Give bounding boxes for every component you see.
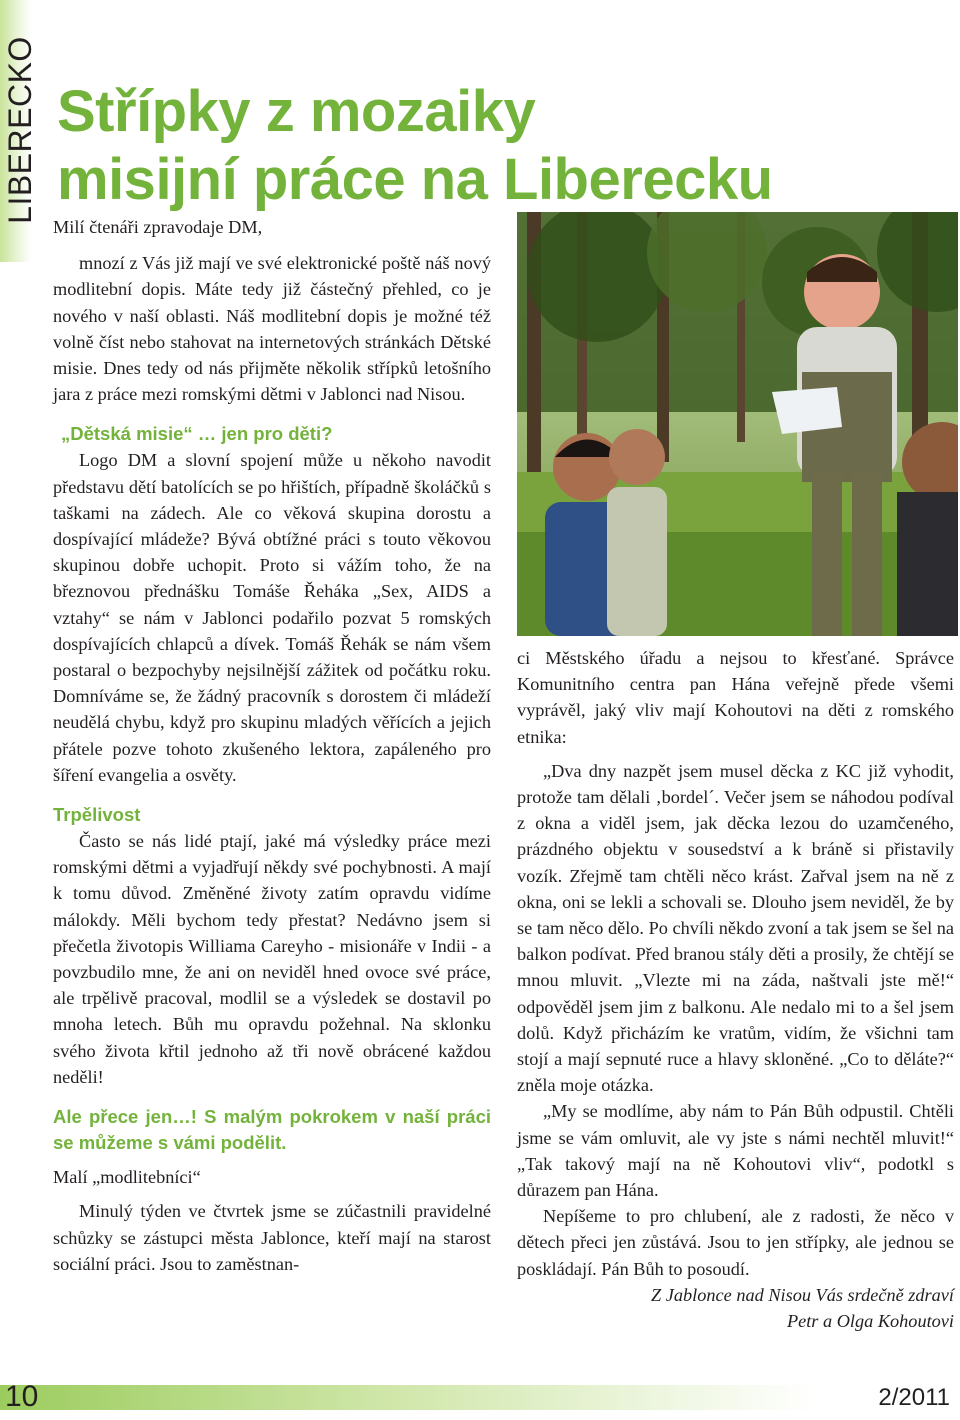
forest-scene-photo xyxy=(517,212,958,636)
footer-bar xyxy=(0,1385,960,1410)
right-paragraph-2: „Dva dny nazpět jsem musel děcka z KC již vyhodit, protože tam dělali ‚bordel´. Večer jsem se náhodou podíval z okna a viděl jsem, jak děcka lezou do uzamčeného, prázdného objektu v sousedství a k bráně si přistavily vozík. Zřejmě tam chtěli něco krást. Zařval jsem na ně z okna, oni se lekli a schovali se. Dlouho jsem neviděl, že by se tam něco dělo. Po chvíli někdo zvoní a tak jsem se šel na balkon podívat. Před branou stály děti a prosily, že chtějí se mnou mluvit. „Vlezte mi na záda, naštvali jste mě!“ odpověděl jsem jim z balkonu. Ale nedalo mi to a šel jsem dolů. Když přicházím ke vratům, vidím, že všichni tam stojí a mají sepnuté ruce a hlavy skloněné. „Co to děláte?“ zněla moje otázka. xyxy=(517,760,954,1096)
section-heading-children: „Dětská misie“ … jen pro děti? xyxy=(61,423,333,445)
paragraph-meeting: Minulý týden ve čtvrtek jsme se zúčastnili pravidelné schůzky se zástupci města Jablonce, kteří mají na starost sociální práci. Jsou to zaměstnan- xyxy=(53,1201,491,1274)
section-label: LIBERECKO xyxy=(2,36,38,224)
issue-number: 2/2011 xyxy=(878,1384,950,1411)
signature-names: Petr a Olga Kohoutovi xyxy=(786,1311,954,1332)
right-paragraph-1: ci Městského úřadu a nejsou to křesťané. Správce Komunitního centra pan Hána veřejně přede všemi vyprávěl, jaký vliv mají Kohoutovi na děti z romského etnika: xyxy=(517,648,954,747)
subheading-little-prayers: Malí „modlitebníci“ xyxy=(53,1167,201,1188)
article-title xyxy=(57,78,917,214)
article-photo xyxy=(517,212,958,636)
signature-greeting: Z Jablonce nad Nisou Vás srdečně zdraví xyxy=(651,1284,954,1305)
left-column xyxy=(53,214,491,1277)
page-number: 10 xyxy=(5,1380,39,1413)
paragraph-patience: Často se nás lidé ptají, jaké má výsledky práce mezi romskými dětmi a vyjadřují někdy své pochybnosti. A mají k tomu důvod. Změněné životy zatím opravdu vidíme málokdy. Měli bychom tedy přestat? Nedávno jsem si přečetla životopis Williama Careyho - misionáře v Indii - a povzbudilo mne, že ani on neviděl hned ovoce své práce, ale trpělivě pracoval, modlil se a výsledek se dostavil po mnoha letech. Bůh mu opravdu požehnal. Na sklonku svého života křtil jednoho až tři nově obrácené každou neděli! xyxy=(53,831,491,1087)
right-paragraph-3: „My se modlíme, aby nám to Pán Bůh odpustil. Chtěli jsme se vám omluvit, ale vy jste s námi nechtěl mluvit!“ „Tak takový mají na ně Kohoutovi vliv“, podotkl s důrazem pan Hána. xyxy=(517,1101,954,1201)
right-column xyxy=(517,645,954,1334)
section-heading-progress: Ale přece jen…! S malým pokrokem v naší práci se můžeme s vámi podělit. xyxy=(53,1106,491,1154)
section-heading-patience: Trpělivost xyxy=(53,804,141,826)
title-line-1: Střípky z mozaiky xyxy=(57,79,536,144)
paragraph-children-mission: Logo DM a slovní spojení může u někoho navodit představu dětí batolících se po hřištích, případně školáčků s taškami na zádech. Ale co věková skupina dorostu a dospívající mládeže? Bývá obtížné práci s touto věkovou skupinou dobře uchopit. Proto si vážím toho, že na březnovou přednášku Tomáše Řeháka „Sex, AIDS a vztahy“ se nám v Jablonci podařilo pozvat 5 romských dospívajících chlapců a dívek. Tomáš Řehák se nám všem postaral o bezpochyby nejsilnější zážitek od počátku roku. Domníváme se, že žádný pracovník s dorostem či mládeží neudělá chybu, když pro skupinu mladých věřících a jejich přátele pozve tohoto zkušeného lektora, zapáleného pro šíření evangelia a osvěty. xyxy=(53,450,491,785)
intro-paragraph: mnozí z Vás již mají ve své elektronické poště náš nový modlitební dopis. Máte tedy již částečný přehled, co je nového v naší oblasti. Náš modlitební dopis je možné též volně číst nebo stahovat na internetových stránkách Dětské misie. Dnes tedy od nás přijměte několik střípků letošního jara z práce mezi romskými dětmi v Jablonci nad Nisou. xyxy=(53,253,491,405)
title-line-2: misijní práce na Liberecku xyxy=(57,147,773,212)
right-paragraph-4: Nepíšeme to pro chlubení, ale z radosti, že něco v dětech přeci jen zůstává. Jsou to jen střípky, ale jednou se poskládají. Pán Bůh to posoudí. xyxy=(517,1206,954,1279)
greeting: Milí čtenáři zpravodaje DM, xyxy=(53,217,263,237)
